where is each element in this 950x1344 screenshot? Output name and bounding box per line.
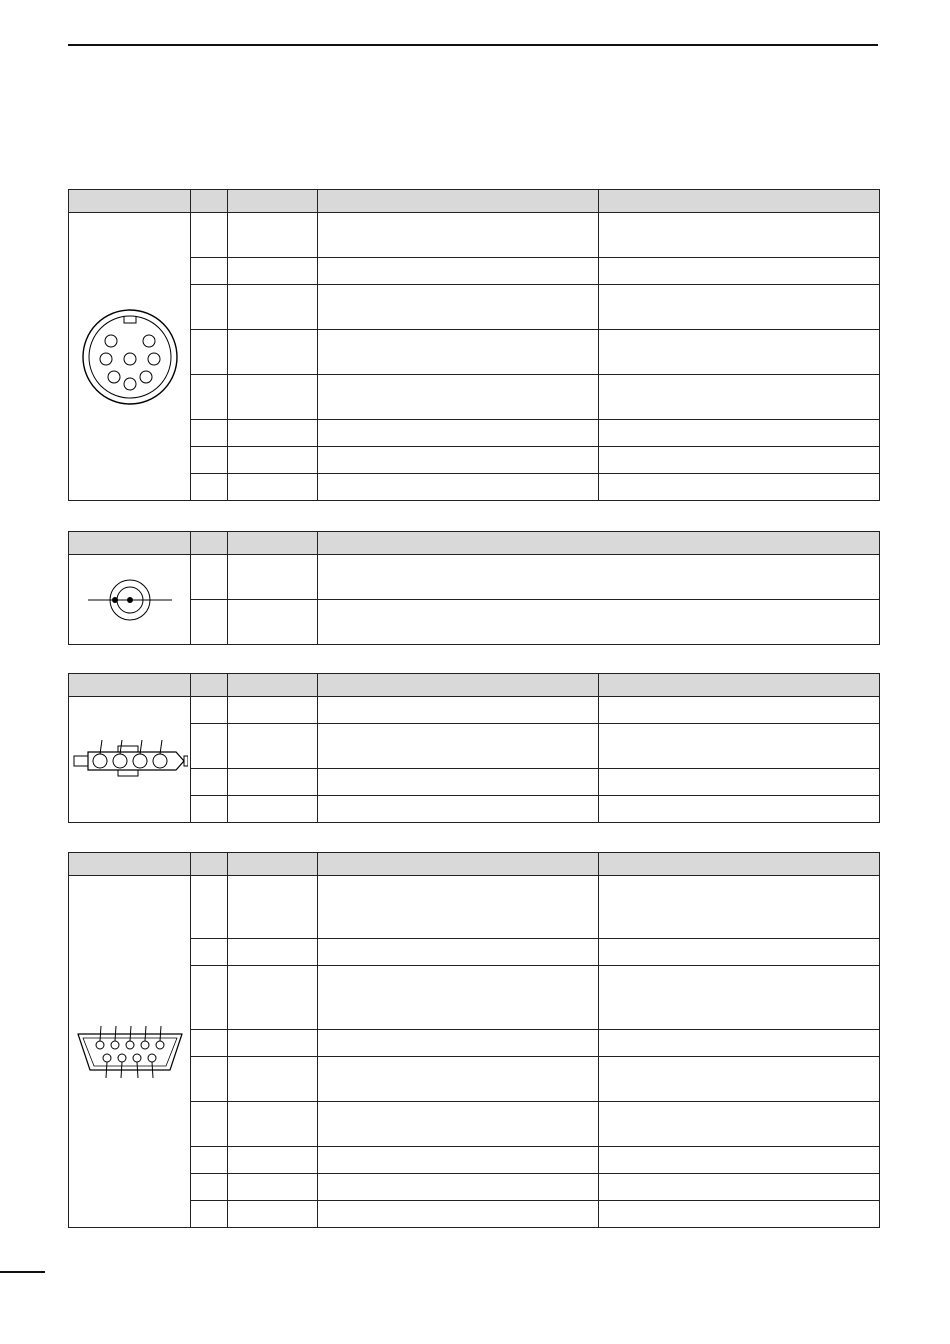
table-row <box>69 600 880 645</box>
connector-table-coax <box>68 531 880 645</box>
table-row <box>69 1147 880 1174</box>
table-row <box>69 213 880 258</box>
4pin-power-connector-icon <box>72 732 188 788</box>
connector-table-acc <box>68 189 880 501</box>
table-row <box>69 796 880 823</box>
connector-table-power <box>68 673 880 823</box>
table-row <box>69 555 880 600</box>
table-row <box>69 285 880 330</box>
table-row <box>69 697 880 724</box>
table-row <box>69 724 880 769</box>
connector-diagram-cell <box>69 213 191 501</box>
table-header <box>69 190 880 213</box>
table-row <box>69 375 880 420</box>
connector-diagram-cell <box>69 555 191 645</box>
table-row <box>69 769 880 796</box>
table-header <box>69 853 880 876</box>
table-row <box>69 1174 880 1201</box>
table-row <box>69 1102 880 1147</box>
table-row <box>69 1201 880 1228</box>
page-marker-rule <box>0 1271 45 1273</box>
coaxial-connector-icon <box>80 570 180 630</box>
connector-diagram-cell <box>69 876 191 1228</box>
table-row <box>69 474 880 501</box>
table-row <box>69 939 880 966</box>
connector-diagram-cell <box>69 697 191 823</box>
table-row <box>69 420 880 447</box>
db9-connector-icon <box>74 1020 186 1084</box>
table-row <box>69 876 880 939</box>
table-row <box>69 447 880 474</box>
table-row <box>69 1030 880 1057</box>
connector-table-db9 <box>68 852 880 1228</box>
table-header <box>69 674 880 697</box>
din-8pin-connector-icon <box>80 307 180 407</box>
top-rule <box>68 44 878 46</box>
table-header <box>69 532 880 555</box>
table-row <box>69 966 880 1030</box>
table-row <box>69 258 880 285</box>
table-row <box>69 330 880 375</box>
table-row <box>69 1057 880 1102</box>
